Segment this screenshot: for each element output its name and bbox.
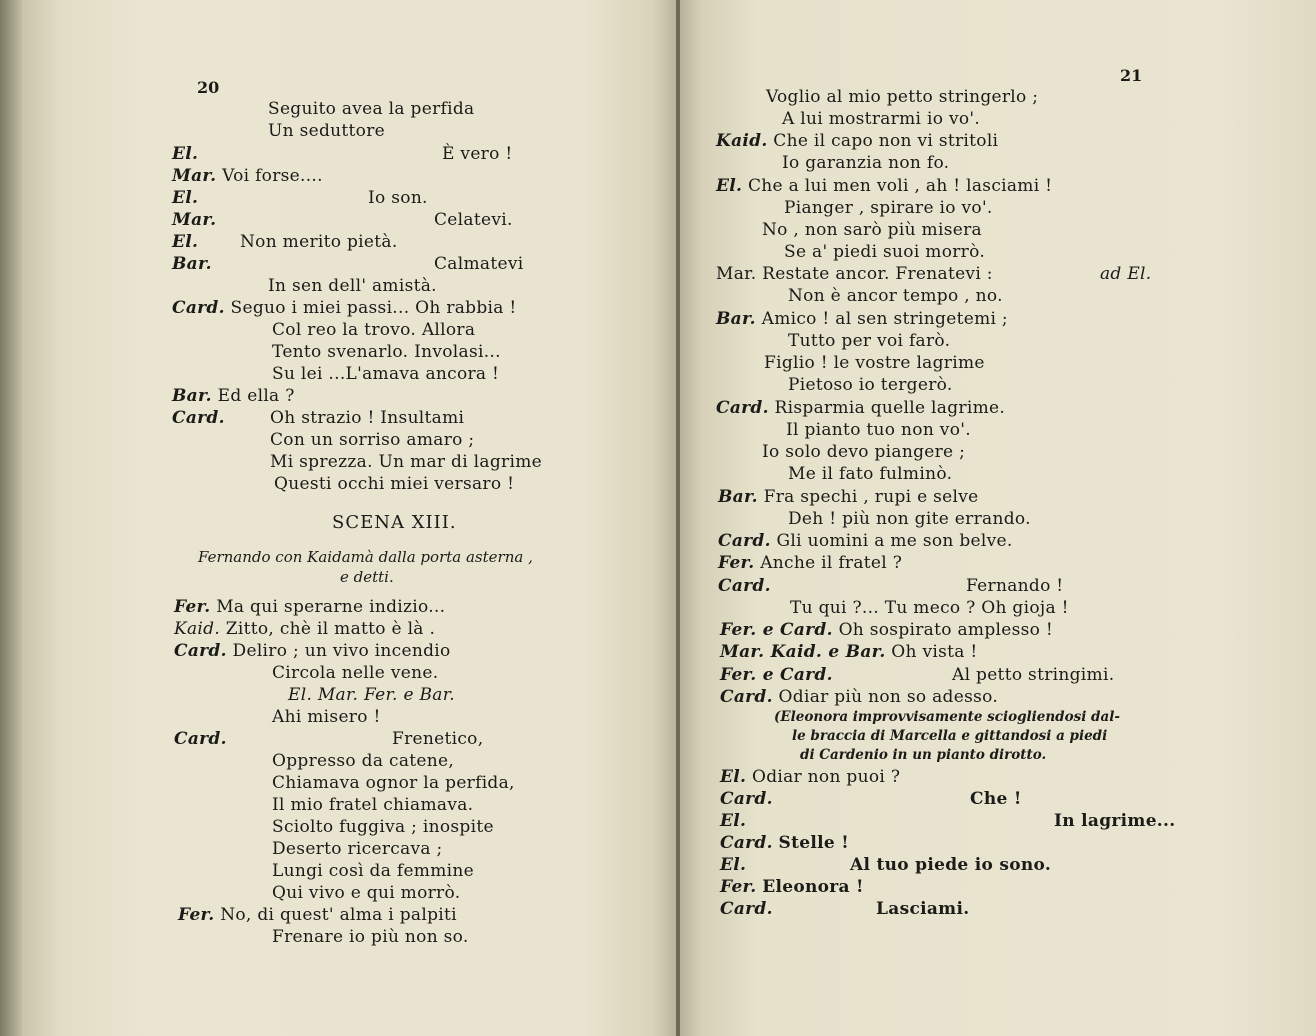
- verse-line: Card. Lasciami.: [720, 899, 970, 919]
- scene-title: SCENA XIII.: [332, 512, 457, 533]
- verse-line: Card. Deliro ; un vivo incendio: [174, 641, 451, 661]
- verse-line: Fer. Ma qui sperarne indizio...: [174, 597, 446, 617]
- stage-direction: Fernando con Kaidamà dalla porta asterna ,: [198, 548, 533, 566]
- verse-line: Io garanzia non fo.: [782, 153, 950, 173]
- verse-line: Chiamava ognor la perfida,: [272, 773, 515, 793]
- verse-line: El. Al tuo piede io sono.: [720, 855, 1052, 875]
- verse-line: Lungi così da femmine: [272, 861, 474, 881]
- verse-line: El. Odiar non puoi ?: [720, 767, 901, 787]
- verse-line: Fer. e Card. Al petto stringimi.: [720, 665, 1115, 685]
- verse-line: El. In lagrime...: [720, 811, 1176, 831]
- verse-line: Non è ancor tempo , no.: [788, 286, 1003, 306]
- verse-line: Un seduttore: [268, 121, 385, 141]
- verse-line: El. Che a lui men voli , ah ! lasciami !: [716, 176, 1053, 196]
- verse-line: Oppresso da catene,: [272, 751, 455, 771]
- verse-line: Card. Stelle !: [720, 833, 849, 853]
- verse-line: Kaid. Zitto, chè il matto è là .: [174, 619, 436, 639]
- verse-line: Card. Seguo i miei passi... Oh rabbia !: [172, 298, 517, 318]
- verse-line: A lui mostrarmi io vo'.: [782, 109, 981, 129]
- verse-line: Bar. Amico ! al sen stringetemi ;: [716, 309, 1008, 329]
- verse-line: In sen dell' amistà.: [268, 276, 437, 296]
- verse-line: Voglio al mio petto stringerlo ;: [766, 87, 1039, 107]
- verse-line: Seguito avea la perfida: [268, 99, 475, 119]
- verse-line: Su lei ...L'amava ancora !: [272, 364, 500, 384]
- verse-line: Fer. No, di quest' alma i palpiti: [178, 905, 457, 925]
- verse-line: Deserto ricercava ;: [272, 839, 443, 859]
- book-edge: [0, 0, 22, 1036]
- verse-line: Card. Risparmia quelle lagrime.: [716, 398, 1006, 418]
- verse-line: Ahi misero !: [272, 707, 381, 727]
- verse-line: Pianger , spirare io vo'.: [784, 198, 993, 218]
- verse-line: Bar. Ed ella ?: [172, 386, 295, 406]
- verse-line: Fer. Anche il fratel ?: [718, 553, 903, 573]
- verse-line: Sciolto fuggiva ; inospite: [272, 817, 494, 837]
- stage-direction: di Cardenio in un pianto dirotto.: [800, 747, 1047, 763]
- verse-line: Card. Fernando !: [718, 576, 1064, 596]
- verse-line: El. Mar. Fer. e Bar.: [288, 685, 456, 705]
- left-page: [22, 0, 678, 1036]
- verse-line: Kaid. Che il capo non vi stritoli: [716, 131, 999, 151]
- verse-line: Mi sprezza. Un mar di lagrime: [270, 452, 542, 472]
- aside-direction: ad El.: [1100, 264, 1152, 284]
- verse-line: Se a' piedi suoi morrò.: [784, 242, 986, 262]
- verse-line: Tutto per voi farò.: [788, 331, 951, 351]
- verse-line: Figlio ! le vostre lagrime: [764, 353, 985, 373]
- verse-line: Questi occhi miei versaro !: [274, 474, 515, 494]
- verse-line: Deh ! più non gite errando.: [788, 509, 1031, 529]
- verse-line: Frenare io più non so.: [272, 927, 469, 947]
- verse-line: Card. Gli uomini a me son belve.: [718, 531, 1013, 551]
- verse-line: Col reo la trovo. Allora: [272, 320, 476, 340]
- verse-line: Me il fato fulminò.: [788, 464, 953, 484]
- verse-line: Con un sorriso amaro ;: [270, 430, 475, 450]
- verse-line: Mar. Restate ancor. Frenatevi :: [716, 264, 993, 284]
- verse-line: Bar. Calmatevi: [172, 254, 524, 274]
- verse-line: Fer. Eleonora !: [720, 877, 864, 897]
- verse-line: El. È vero !: [172, 144, 513, 164]
- stage-direction: e detti.: [340, 568, 394, 586]
- verse-line: Tento svenarlo. Involasi...: [272, 342, 501, 362]
- verse-line: Il mio fratel chiamava.: [272, 795, 474, 815]
- verse-line: Card. Odiar più non so adesso.: [720, 687, 999, 707]
- verse-line: Mar. Voi forse....: [172, 166, 323, 186]
- verse-line: Circola nelle vene.: [272, 663, 439, 683]
- verse-line: Tu qui ?... Tu meco ? Oh gioja !: [790, 598, 1069, 618]
- verse-line: Qui vivo e qui morrò.: [272, 883, 461, 903]
- stage-direction: le braccia di Marcella e gittandosi a piedi: [792, 728, 1108, 744]
- verse-line: Il pianto tuo non vo'.: [786, 420, 971, 440]
- stage-direction: (Eleonora improvvisamente sciogliendosi dal-: [774, 709, 1120, 725]
- verse-line: Mar. Celatevi.: [172, 210, 513, 230]
- page-number-left: 20: [197, 78, 220, 97]
- verse-line: Card. Oh strazio ! Insultami: [172, 408, 465, 428]
- verse-line: Io solo devo piangere ;: [762, 442, 966, 462]
- verse-line: Pietoso io tergerò.: [788, 375, 953, 395]
- verse-line: El. Non merito pietà.: [172, 232, 398, 252]
- verse-line: El. Io son.: [172, 188, 428, 208]
- verse-line: Card. Frenetico,: [174, 729, 484, 749]
- right-page: [680, 0, 1316, 1036]
- verse-line: No , non sarò più misera: [762, 220, 982, 240]
- verse-line: Fer. e Card. Oh sospirato amplesso !: [720, 620, 1054, 640]
- verse-line: Mar. Kaid. e Bar. Oh vista !: [720, 642, 978, 662]
- verse-line: Bar. Fra spechi , rupi e selve: [718, 487, 979, 507]
- page-number-right: 21: [1120, 66, 1143, 85]
- verse-line: Card. Che !: [720, 789, 1022, 809]
